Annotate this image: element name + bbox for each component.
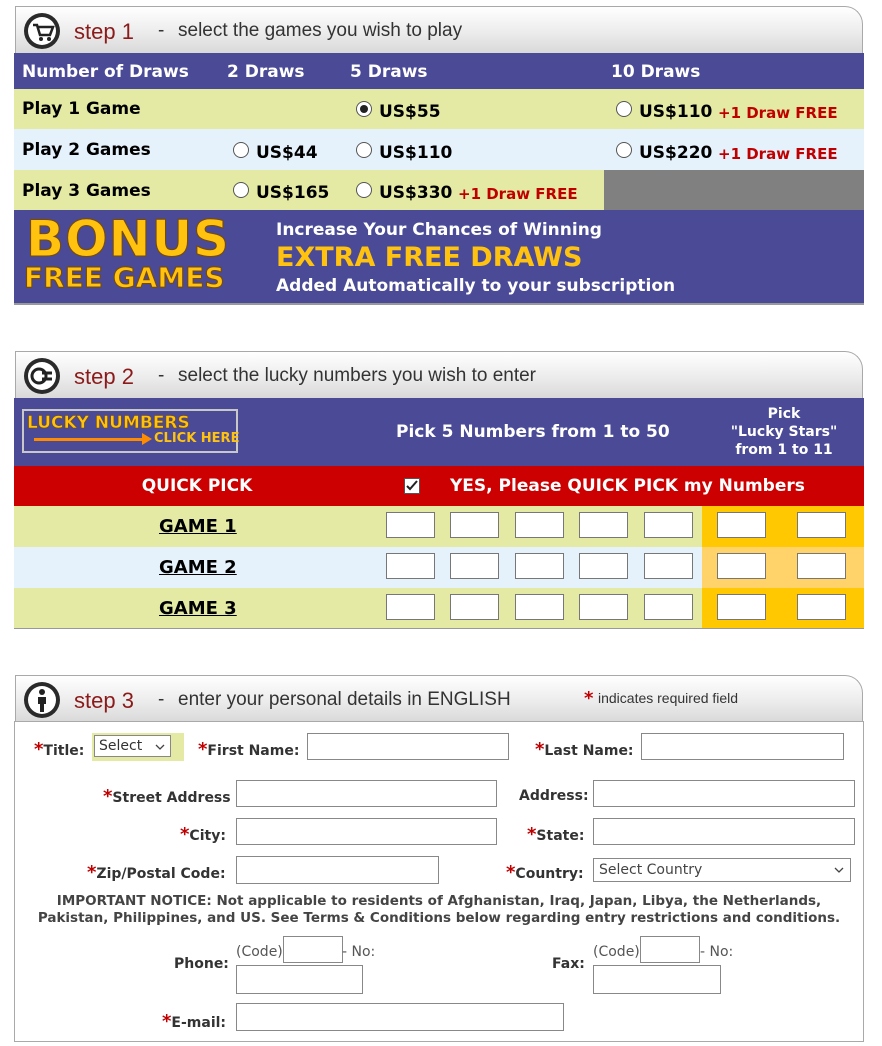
pick-main-label: Pick 5 Numbers from 1 to 50 <box>396 422 670 442</box>
game-2-row <box>14 547 864 588</box>
shopping-cart-icon <box>24 13 60 49</box>
step1-dash: - <box>158 20 165 41</box>
game2-number-5[interactable] <box>644 553 693 579</box>
email-label: *E-mail: <box>162 1011 227 1032</box>
arrow-right-icon <box>34 438 144 441</box>
price-2games-2draws: US$44 <box>256 143 318 163</box>
radio-1game-5draws[interactable] <box>356 101 372 117</box>
last-name-label: *Last Name: <box>535 739 634 760</box>
step1-description: select the games you wish to play <box>178 20 463 41</box>
title-label: *Title: <box>34 739 85 760</box>
country-select-value: Select Country <box>599 862 703 878</box>
country-label: *Country: <box>506 862 584 883</box>
notice-line2: Pakistan, Philippines, and US. See Terms & Conditions below regarding entry restrictions and conditions. <box>37 910 841 926</box>
step2-dash: - <box>158 365 165 386</box>
price-3games-2draws: US$165 <box>256 183 330 203</box>
game2-number-1[interactable] <box>386 553 435 579</box>
pick-stars-line2: "Lucky Stars" <box>730 424 838 440</box>
step1-tab <box>15 6 863 53</box>
play-2-games-label: Play 2 Games <box>22 140 151 160</box>
game3-star-2[interactable] <box>797 594 846 620</box>
game-1-link[interactable]: GAME 1 <box>159 516 237 537</box>
country-select[interactable] <box>593 858 851 882</box>
state-input[interactable] <box>593 818 855 845</box>
price-1game-5draws: US$55 <box>379 102 441 122</box>
game-1-row <box>14 506 864 547</box>
quick-pick-label: QUICK PICK <box>141 476 253 496</box>
city-input[interactable] <box>236 818 497 845</box>
game2-number-3[interactable] <box>515 553 564 579</box>
game-3-row <box>14 588 864 629</box>
bonus-banner <box>14 210 864 305</box>
free-draw-note: +1 Draw FREE <box>458 185 578 203</box>
person-icon <box>24 682 60 718</box>
free-games-logo-text: FREE GAMES <box>24 261 225 294</box>
fax-number-input[interactable] <box>593 965 721 994</box>
lucky-numbers-button-label: LUCKY NUMBERS <box>27 413 190 433</box>
header-10-draws: 10 Draws <box>611 62 701 82</box>
radio-2games-2draws[interactable] <box>233 142 249 158</box>
phone-label: Phone: <box>174 956 229 972</box>
game3-number-2[interactable] <box>450 594 499 620</box>
game3-number-4[interactable] <box>579 594 628 620</box>
street-address-label: *Street Address <box>103 786 231 807</box>
fax-no-label: - No: <box>700 944 734 960</box>
game3-number-3[interactable] <box>515 594 564 620</box>
radio-3games-2draws[interactable] <box>233 182 249 198</box>
free-draw-note: +1 Draw FREE <box>718 104 838 122</box>
phone-code-label: (Code) <box>236 944 283 960</box>
title-select[interactable] <box>94 735 171 757</box>
fax-label: Fax: <box>552 956 585 972</box>
phone-no-label: - No: <box>342 944 376 960</box>
quick-pick-yes-label: YES, Please QUICK PICK my Numbers <box>450 476 805 496</box>
game3-star-1[interactable] <box>717 594 766 620</box>
game3-number-5[interactable] <box>644 594 693 620</box>
phone-number-input[interactable] <box>236 965 363 994</box>
step3-tab <box>15 675 863 722</box>
step3-description: enter your personal details in ENGLISH <box>178 689 511 710</box>
required-note: indicates required field <box>598 690 739 706</box>
address-input[interactable] <box>593 780 855 807</box>
quick-pick-row <box>14 466 864 506</box>
game2-number-4[interactable] <box>579 553 628 579</box>
title-select-value: Select <box>99 738 143 754</box>
step2-label: step 2 <box>74 364 134 389</box>
bonus-line2: EXTRA FREE DRAWS <box>276 242 583 273</box>
step2-description: select the lucky numbers you wish to enter <box>178 365 537 386</box>
game2-star-2[interactable] <box>797 553 846 579</box>
pick-stars-line1: Pick <box>767 406 801 422</box>
zip-input[interactable] <box>236 856 439 884</box>
radio-1game-10draws[interactable] <box>616 101 632 117</box>
play-1-game-label: Play 1 Game <box>22 99 141 119</box>
game1-star-2[interactable] <box>797 512 846 538</box>
checkmark-icon <box>405 479 419 493</box>
lucky-numbers-icon <box>24 358 60 394</box>
game1-number-1[interactable] <box>386 512 435 538</box>
fax-code-input[interactable] <box>640 936 700 963</box>
city-label: *City: <box>180 824 226 845</box>
game2-number-2[interactable] <box>450 553 499 579</box>
bonus-logo-text: BONUS <box>26 210 231 268</box>
first-name-label: *First Name: <box>198 739 300 760</box>
header-5-draws: 5 Draws <box>350 62 428 82</box>
personal-details-form <box>14 721 864 1042</box>
price-1game-10draws: US$110 <box>639 102 713 122</box>
radio-2games-5draws[interactable] <box>356 142 372 158</box>
unavailable-cell <box>604 170 864 210</box>
play-2-games-row <box>14 129 864 170</box>
click-here-label: CLICK HERE <box>154 431 240 446</box>
step2-tab <box>15 351 863 398</box>
step3-label: step 3 <box>74 688 134 713</box>
radio-3games-5draws[interactable] <box>356 182 372 198</box>
notice-line1: IMPORTANT NOTICE: Not applicable to residents of Afghanistan, Iraq, Japan, Libya, the Netherlands, <box>56 893 822 909</box>
header-2-draws: 2 Draws <box>227 62 305 82</box>
fax-code-label: (Code) <box>593 944 640 960</box>
address-label: Address: <box>519 788 589 804</box>
pick-stars-line3: from 1 to 11 <box>735 442 833 458</box>
street-address-input[interactable] <box>236 780 497 807</box>
step1-label: step 1 <box>74 19 134 44</box>
numbers-header-row <box>14 398 864 466</box>
state-label: *State: <box>527 824 585 845</box>
chevron-down-icon <box>155 744 165 752</box>
zip-label: *Zip/Postal Code: <box>87 862 226 883</box>
play-3-games-label: Play 3 Games <box>22 181 151 201</box>
radio-2games-10draws[interactable] <box>616 142 632 158</box>
important-notice <box>15 893 863 927</box>
price-2games-5draws: US$110 <box>379 143 453 163</box>
game3-number-1[interactable] <box>386 594 435 620</box>
last-name-input[interactable] <box>641 733 844 760</box>
bonus-line3: Added Automatically to your subscription <box>276 276 676 296</box>
pick-stars-label <box>704 405 864 459</box>
first-name-input[interactable] <box>307 733 509 760</box>
bonus-line1: Increase Your Chances of Winning <box>276 220 602 240</box>
game1-number-2[interactable] <box>450 512 499 538</box>
lucky-numbers-button[interactable] <box>22 409 238 453</box>
game1-number-4[interactable] <box>579 512 628 538</box>
price-2games-10draws: US$220 <box>639 143 713 163</box>
draws-header-row <box>14 53 864 89</box>
game1-number-3[interactable] <box>515 512 564 538</box>
price-3games-5draws: US$330 <box>379 183 453 203</box>
game1-star-1[interactable] <box>717 512 766 538</box>
play-1-game-row <box>14 89 864 129</box>
quick-pick-checkbox[interactable] <box>404 478 420 494</box>
game-2-link[interactable]: GAME 2 <box>159 557 237 578</box>
game1-number-5[interactable] <box>644 512 693 538</box>
email-input[interactable] <box>236 1003 564 1031</box>
chevron-down-icon <box>834 867 844 875</box>
free-draw-note: +1 Draw FREE <box>718 145 838 163</box>
phone-code-input[interactable] <box>283 936 343 963</box>
game2-star-1[interactable] <box>717 553 766 579</box>
game-3-link[interactable]: GAME 3 <box>159 598 237 619</box>
required-star: * <box>584 688 594 709</box>
header-number-of-draws: Number of Draws <box>22 62 189 82</box>
step3-dash: - <box>158 689 165 710</box>
arrow-head-icon <box>142 433 152 445</box>
play-3-games-row <box>14 170 864 210</box>
